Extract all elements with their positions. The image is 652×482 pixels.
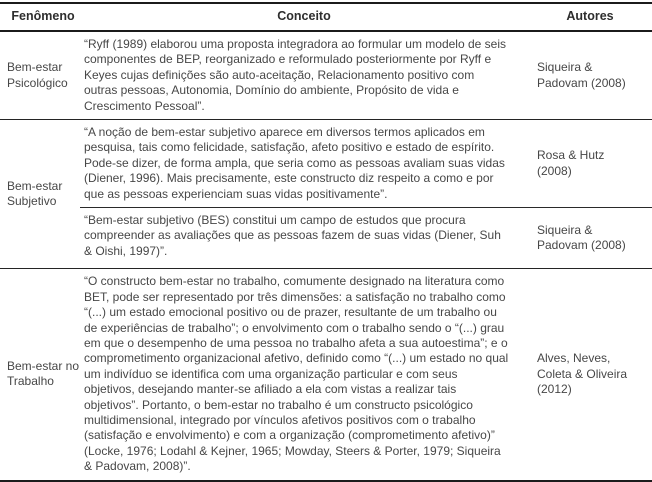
autores-cell: Siqueira & Padovam (2008)	[528, 208, 652, 269]
column-header-conceito: Conceito	[80, 3, 528, 31]
concepts-table	[0, 2, 652, 482]
header-row	[0, 3, 652, 31]
autores-cell: Siqueira & Padovam (2008)	[537, 60, 626, 90]
table-row-bem-estar-subjetivo-1	[0, 120, 652, 208]
fenomeno-cell: Bem-estar no Trabalho	[0, 269, 80, 481]
conceito-cell: “Ryff (1989) elaborou uma proposta integradora ao formular um modelo de seis componentes de BEP, reorganizado e reformulado posteriormente por Ryff e Keyes cujas definições são auto-aceitação, Relacionamento positivo com outras pessoas, Autonomia, Domínio do ambiente, Propósito de vida e Crescimento Pessoal”.	[84, 37, 507, 113]
fenomeno-cell: Bem-estar Psicológico	[7, 60, 68, 90]
conceito-cell: “O constructo bem-estar no trabalho, comumente designado na literatura como BET, pode ser representado por três dimensões: a satisfação no trabalho como “(...) um estado emocional positivo ou de prazer, resultante de um trabalho ou de experiências de trabalho”; o envolvimento com o trabalho sendo o “(...) grau em que o desempenho de uma pessoa no trabalho afeta a sua autoestima”; e o comprometimento organizacional afetivo, definido como “(...) um estado no qual um indivíduo se identifica com uma organização particular e com seus objetivos, desejando manter-se afiliado a ela com vistas a realizar tais objetivos”. Portanto, o bem-estar no trabalho é um constructo psicológico multidimensional, integrado por vínculos afetivos positivos com o trabalho (satisfação e envolvimento) e com a organização (comprometimento afetivo)” (Locke, 1976; Lodahl & Kejner, 1965; Mowday, Steers & Porter, 1979; Siqueira & Padovam, 2008)”.	[80, 269, 528, 481]
table-row-bem-estar-psicologico	[0, 31, 652, 120]
column-header-autores: Autores	[528, 3, 652, 31]
autores-cell: Alves, Neves, Coleta & Oliveira (2012)	[528, 269, 652, 481]
table-row-bem-estar-no-trabalho	[0, 269, 652, 481]
column-header-fenomeno: Fenômeno	[0, 3, 80, 31]
conceito-cell: “A noção de bem-estar subjetivo aparece em diversos termos aplicados em pesquisa, tais como felicidade, satisfação, afeto positivo e estado de espírito. Pode-se dizer, de forma ampla, que seria como as pessoas avaliam suas vidas (Diener, 1996). Mais precisamente, este constructo diz respeito a como e por que as pessoas experienciam suas vidas positivamente”.	[80, 120, 528, 208]
fenomeno-cell: Bem-estar Subjetivo	[0, 120, 80, 269]
conceito-cell: “Bem-estar subjetivo (BES) constitui um campo de estudos que procura compreender as avaliações que as pessoas fazem de suas vidas (Diener, Suh & Oishi, 1997)”.	[80, 208, 528, 269]
table-row-bem-estar-subjetivo-2	[0, 208, 652, 269]
autores-cell: Rosa & Hutz (2008)	[528, 120, 652, 208]
